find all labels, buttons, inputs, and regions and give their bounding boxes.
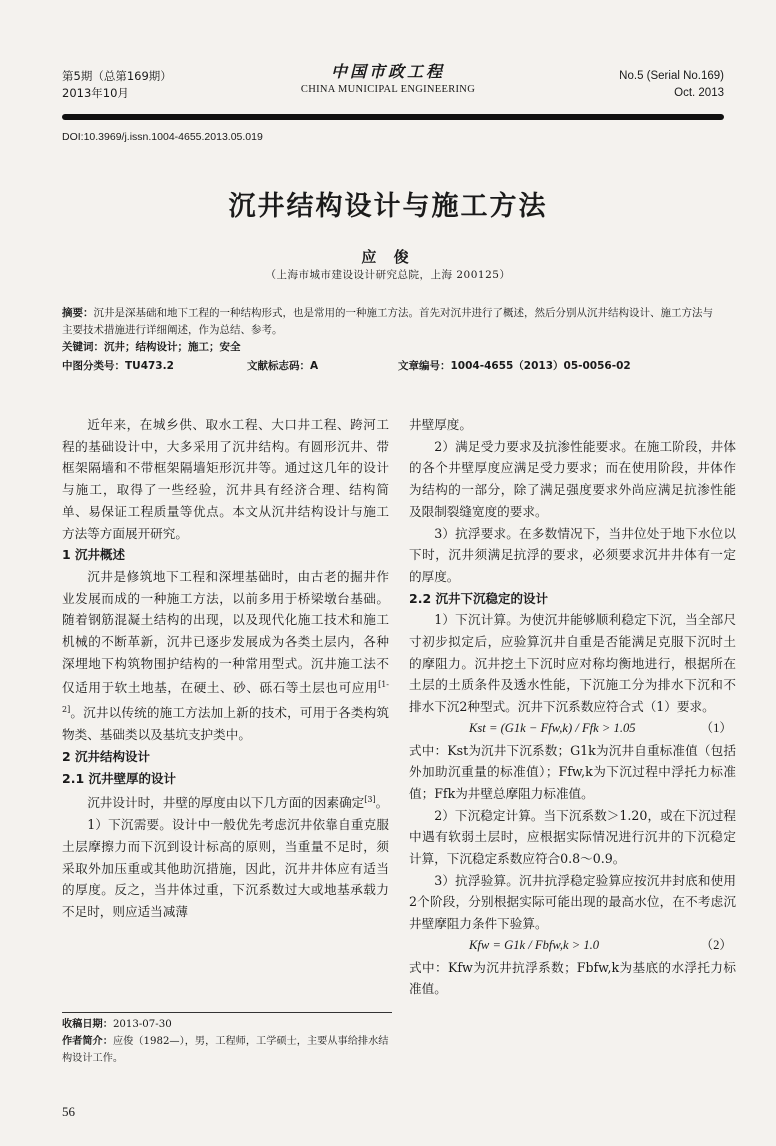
author-bio-label: 作者简介： [62, 1036, 113, 1047]
date-cn: 2013年10月 [62, 86, 129, 100]
section-1-paragraph: 沉井是修筑地下工程和深埋基础时，由古老的掘井作业发展而成的一种施工方法，以前多用于桥梁墩台基础。随着钢筋混凝土结构的出现，以及现代化施工技术和施工机械的不断革新，沉井已逐步发展成为各类土层内，各种深埋地下构筑物围护结构的一种常用型式。沉井施工法不仅适用于软土地基，在硬土、砂、砾石等土层也可应用[1-2]。沉井以传统的施工方法加上新的技术，可用于各类构筑物类、基础类以及基坑支护类中。 [62, 568, 389, 743]
equation-2-body: Kfw = G1k / Fbfw,k > 1.0 [469, 937, 600, 952]
issue-en: No.5 (Serial No.169) [619, 70, 724, 82]
item-3-paragraph: 3）抗浮要求。在多数情况下，当井位处于地下水位以下时，沉井须满足抗浮的要求，必须要求沉井井体有一定的厚度。 [409, 525, 736, 584]
continued-text: 井壁厚度。 [409, 417, 472, 432]
equation-1-body: Kst = (G1k − Ffw,k) / Ffk > 1.05 [469, 720, 636, 735]
article-title: 沉井结构设计与施工方法 [228, 191, 548, 222]
journal-name-en: CHINA MUNICIPAL ENGINEERING [300, 84, 476, 95]
document-code: 文献标志码：A [247, 360, 319, 372]
equation-2-number: （2） [700, 937, 732, 952]
article-number: 文章编号：1004-4655（2013）05-0056-02 [398, 360, 631, 372]
section-1-heading: 1 沉井概述 [62, 547, 126, 563]
received-date: 2013-07-30 [112, 1019, 172, 1030]
item-1-paragraph: 1）下沉需要。设计中一般优先考虑沉井依靠自重克服土层摩擦力而下沉到设计标高的原则，当重量不足时，须采取外加压重或其他助沉措施，因此，沉井井体应有适当的厚度。反之，当井体过重，下沉系数过大或地基承载力不足时，则应适当减薄 [62, 817, 389, 920]
equation-1 [409, 718, 736, 740]
section-2-2-heading: 2.2 沉井下沉稳定的设计 [409, 590, 548, 606]
intro-paragraph: 近年来，在城乡供、取水工程、大口井工程、跨河工程的基础设计中，大多采用了沉井结构。有圆形沉井、带框架隔墙和不带框架隔墙矩形沉井等。通过这几年的设计与施工，取得了一些经验，沉井具有经济合理、结构简单、易保证工程质量等优点。本文从沉井结构设计与施工方法等方面展开研究。 [62, 417, 389, 541]
clc-number: 中图分类号：TU473.2 [62, 360, 174, 372]
stability-calc-paragraph: 2）下沉稳定计算。当下沉系数＞1.20，或在下沉过程中遇有软弱土层时，应根据实际情况进行沉井的下沉稳定计算，下沉稳定系数应符合0.8～0.9。 [409, 807, 736, 867]
received-label: 收稿日期： [62, 1019, 113, 1030]
abstract-label: 摘要： [62, 307, 94, 319]
section-2-1-heading: 2.1 沉井壁厚的设计 [62, 770, 176, 786]
item-2-paragraph: 2）满足受力要求及抗渗性能要求。在施工阶段，井体的各个井壁厚度应满足受力要求；而在使用阶段，井体作为结构的一部分，除了满足强度要求外尚应满足抗渗性能及限制裂缝宽度的要求。 [409, 438, 736, 519]
citation-ref: [3] [364, 795, 376, 805]
keywords: 沉井；结构设计；施工；安全 [104, 341, 241, 353]
header-issue-en [619, 68, 724, 102]
equation-1-number: （1） [700, 720, 732, 735]
issue-cn: 第5期（总第169期） [62, 69, 172, 83]
date-en: Oct. 2013 [674, 87, 724, 99]
right-column [409, 414, 736, 1000]
author-bio: 应俊（1982—），男，工程师，工学硕士，主要从事给排水结构设计工作。 [62, 1036, 389, 1064]
abstract-block [62, 305, 720, 356]
author-affiliation: （上海市城市建设设计研究总院，上海 200125） [265, 269, 511, 281]
left-column [62, 414, 389, 923]
page-number: 56 [62, 1104, 75, 1119]
abstract-text: 沉井是深基础和地下工程的一种结构形式，也是常用的一种施工方法。首先对沉井进行了概述，然后分别从沉井结构设计、施工方法与主要技术措施进行详细阐述，作为总结、参考。 [62, 307, 713, 336]
section-2-heading: 2 沉井结构设计 [62, 748, 151, 764]
author-name: 应 俊 [361, 248, 415, 266]
section-2-1-paragraph: 沉井设计时，井壁的厚度由以下几方面的因素确定[3]。 [87, 795, 389, 811]
equation-1-description: 式中：Kst为沉井下沉系数；G1k为沉井自重标准值（包括外加助沉重量的标准值）；Ffw,k为下沉过程中浮托力标准值；Ffk为井壁总摩阻力标准值。 [409, 742, 736, 801]
header-rule [62, 114, 724, 120]
equation-2 [409, 935, 736, 957]
keywords-label: 关键词： [62, 341, 104, 353]
sinking-calc-paragraph: 1）下沉计算。为使沉井能够顺利稳定下沉，当全部尺寸初步拟定后，应验算沉井自重是否能满足克服下沉时土的摩阻力。沉井挖土下沉时应对称均衡地进行，根据所在土层的土质条件及透水性能，下沉施工分为排水下沉和不排水下沉2种型式。沉井下沉系数应符合式（1）要求。 [409, 612, 736, 715]
equation-2-description: 式中：Kfw为沉井抗浮系数；Fbfw,k为基底的水浮托力标准值。 [409, 959, 736, 997]
buoyancy-check-paragraph: 3）抗浮验算。沉井抗浮稳定验算应按沉井封底和使用2个阶段，分别根据实际可能出现的最高水位，在不考虑沉井壁摩阻力条件下验算。 [409, 872, 736, 932]
footnote [62, 1016, 392, 1067]
footnote-rule [62, 1012, 392, 1013]
citation-ref: [1-2] [62, 680, 389, 715]
journal-logo-cn: 中国市政工程 [330, 62, 445, 81]
doi: DOI:10.3969/j.issn.1004-4655.2013.05.019 [62, 131, 263, 143]
